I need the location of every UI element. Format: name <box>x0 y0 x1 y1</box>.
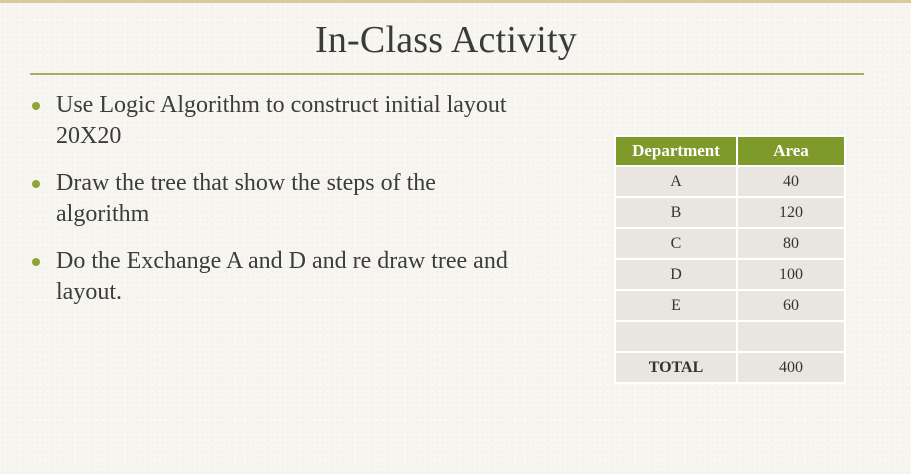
bullet-dot-icon <box>32 180 40 188</box>
total-value: 400 <box>737 352 845 383</box>
table-row <box>615 228 845 259</box>
header-department: Department <box>615 136 737 166</box>
header-area: Area <box>737 136 845 166</box>
top-accent-band <box>0 0 911 3</box>
cell-area: 60 <box>737 290 845 321</box>
cell-department: E <box>615 290 737 321</box>
cell-department: D <box>615 259 737 290</box>
cell-area: 120 <box>737 197 845 228</box>
bullet-item-logic-algorithm <box>30 90 510 152</box>
total-label: TOTAL <box>615 352 737 383</box>
bullet-dot-icon <box>32 102 40 110</box>
department-area-table <box>614 135 846 384</box>
table-row <box>615 259 845 290</box>
title-divider <box>30 73 864 75</box>
bullet-dot-icon <box>32 258 40 266</box>
cell-area: 80 <box>737 228 845 259</box>
slide-title: In-Class Activity <box>315 19 577 61</box>
bullet-item-draw-tree <box>30 168 510 230</box>
table-row <box>615 166 845 197</box>
cell-department <box>615 321 737 352</box>
bullet-item-exchange <box>30 246 510 308</box>
cell-area <box>737 321 845 352</box>
cell-department: C <box>615 228 737 259</box>
bullet-text: Draw the tree that show the steps of the algorithm <box>56 170 436 227</box>
table-row <box>615 290 845 321</box>
table-row <box>615 197 845 228</box>
table-row-empty <box>615 321 845 352</box>
table-total-row <box>615 352 845 383</box>
cell-department: A <box>615 166 737 197</box>
table-header-row <box>615 136 845 166</box>
cell-area: 100 <box>737 259 845 290</box>
cell-area: 40 <box>737 166 845 197</box>
bullet-text: Do the Exchange A and D and re draw tree and layout. <box>56 248 508 305</box>
bullet-text: Use Logic Algorithm to construct initial layout 20X20 <box>56 92 507 149</box>
cell-department: B <box>615 197 737 228</box>
bullet-list <box>30 90 510 324</box>
